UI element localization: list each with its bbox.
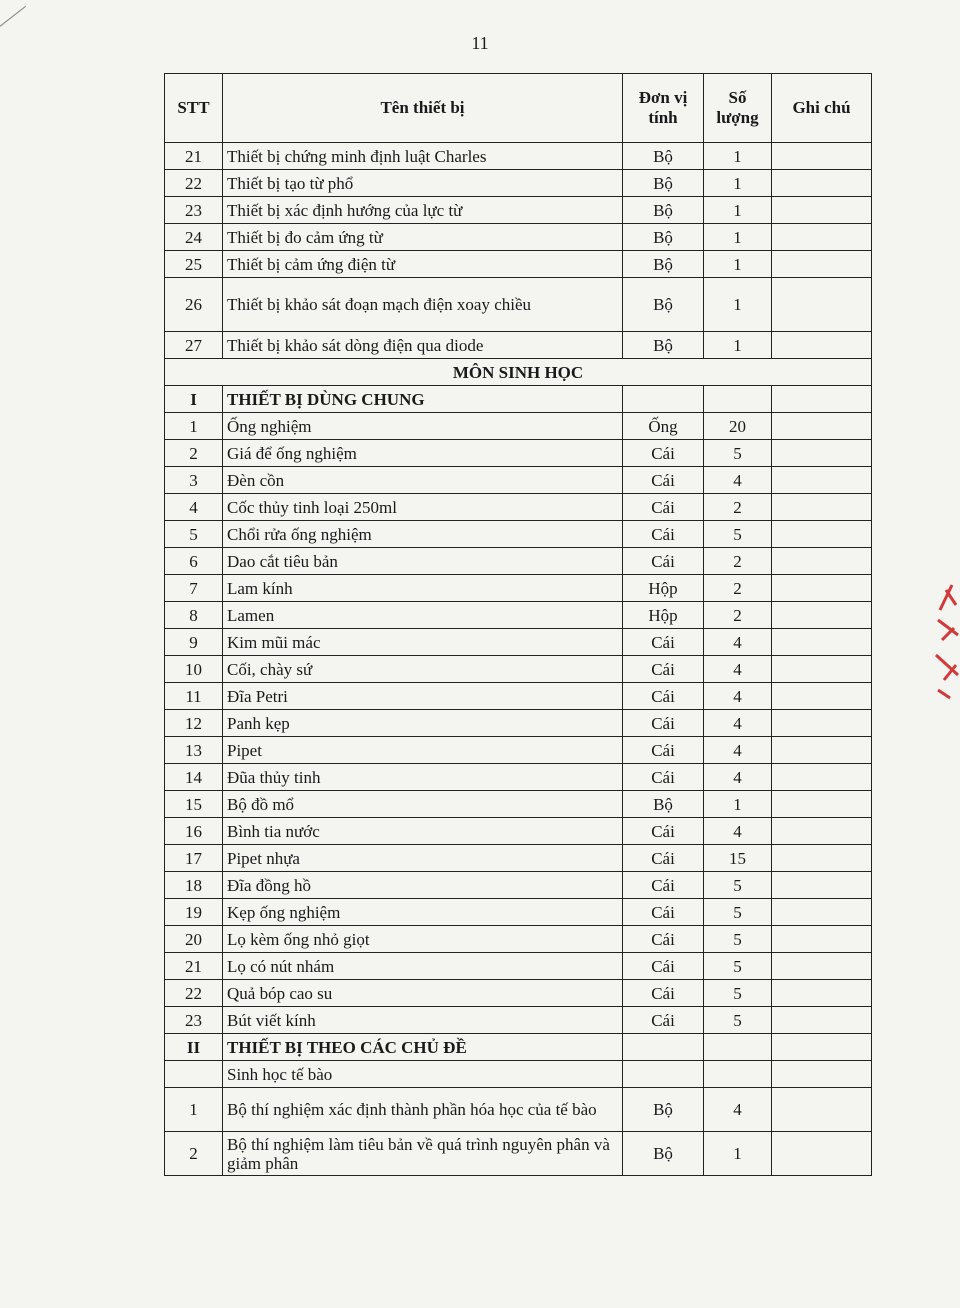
cell-stt: 25	[165, 251, 223, 278]
cell-name: Panh kẹp	[223, 710, 623, 737]
cell-name: Đĩa đồng hồ	[223, 872, 623, 899]
table-row	[165, 926, 872, 953]
cell-qty: 1	[704, 224, 772, 251]
header-unit: Đơn vị tính	[623, 74, 704, 143]
section-number: II	[165, 1034, 223, 1061]
cell-name: Đĩa Petri	[223, 683, 623, 710]
cell-unit: Ống	[623, 413, 704, 440]
table-row	[165, 548, 872, 575]
cell-unit: Cái	[623, 1007, 704, 1034]
header-note: Ghi chú	[772, 74, 872, 143]
cell-qty: 20	[704, 413, 772, 440]
table-row	[165, 467, 872, 494]
table-row	[165, 224, 872, 251]
cell-stt: 8	[165, 602, 223, 629]
table-row	[165, 521, 872, 548]
table-row	[165, 1132, 872, 1176]
cell-stt: 23	[165, 1007, 223, 1034]
cell-unit: Bộ	[623, 170, 704, 197]
table-row	[165, 143, 872, 170]
cell-qty: 1	[704, 332, 772, 359]
cell-unit: Cái	[623, 629, 704, 656]
cell-unit: Cái	[623, 872, 704, 899]
cell-qty: 5	[704, 926, 772, 953]
section-number: I	[165, 386, 223, 413]
cell-note	[772, 278, 872, 332]
table-row	[165, 494, 872, 521]
cell-note	[772, 683, 872, 710]
table-row	[165, 818, 872, 845]
cell-unit: Bộ	[623, 224, 704, 251]
cell-name: Kẹp ống nghiệm	[223, 899, 623, 926]
cell-name: Chổi rửa ống nghiệm	[223, 521, 623, 548]
cell-stt: 22	[165, 980, 223, 1007]
cell-qty: 1	[704, 791, 772, 818]
cell-unit: Cái	[623, 980, 704, 1007]
cell-unit: Cái	[623, 953, 704, 980]
table-row	[165, 953, 872, 980]
cell-unit: Bộ	[623, 143, 704, 170]
cell-note	[772, 629, 872, 656]
table-row	[165, 737, 872, 764]
cell-note	[772, 143, 872, 170]
cell-unit: Bộ	[623, 278, 704, 332]
table-row	[165, 872, 872, 899]
cell-note	[772, 602, 872, 629]
cell-note	[772, 818, 872, 845]
cell-note	[772, 197, 872, 224]
table-row	[165, 683, 872, 710]
cell-unit: Cái	[623, 926, 704, 953]
cell-unit: Bộ	[623, 197, 704, 224]
cell-qty: 4	[704, 467, 772, 494]
cell-unit: Cái	[623, 521, 704, 548]
cell-name: Thiết bị cảm ứng điện từ	[223, 251, 623, 278]
cell-name: Lam kính	[223, 575, 623, 602]
table-row	[165, 899, 872, 926]
cell-qty	[704, 386, 772, 413]
cell-stt: 13	[165, 737, 223, 764]
cell-note	[772, 548, 872, 575]
table-row	[165, 980, 872, 1007]
table-row	[165, 575, 872, 602]
cell-note	[772, 710, 872, 737]
equipment-table	[164, 73, 872, 1176]
cell-qty: 5	[704, 521, 772, 548]
cell-stt: 18	[165, 872, 223, 899]
cell-note	[772, 764, 872, 791]
cell-note	[772, 845, 872, 872]
table-row	[165, 764, 872, 791]
cell-qty	[704, 1061, 772, 1088]
cell-note	[772, 170, 872, 197]
cell-note	[772, 656, 872, 683]
cell-name: Cốc thủy tinh loại 250ml	[223, 494, 623, 521]
cell-name: Thiết bị tạo từ phổ	[223, 170, 623, 197]
cell-qty: 4	[704, 764, 772, 791]
cell-stt: 24	[165, 224, 223, 251]
cell-qty: 5	[704, 440, 772, 467]
cell-stt: 2	[165, 440, 223, 467]
cell-name: Thiết bị xác định hướng của lực từ	[223, 197, 623, 224]
cell-note	[772, 386, 872, 413]
header-name: Tên thiết bị	[223, 74, 623, 143]
cell-stt: 21	[165, 143, 223, 170]
cell-stt: 23	[165, 197, 223, 224]
cell-note	[772, 440, 872, 467]
table-row	[165, 1007, 872, 1034]
cell-qty: 1	[704, 251, 772, 278]
cell-stt: 21	[165, 953, 223, 980]
cell-name: Lọ có nút nhám	[223, 953, 623, 980]
cell-qty: 5	[704, 980, 772, 1007]
cell-name: Bộ thí nghiệm làm tiêu bản về quá trình nguyên phân và giảm phân	[223, 1132, 623, 1176]
cell-name: Thiết bị khảo sát dòng điện qua diode	[223, 332, 623, 359]
topic-row	[165, 1061, 872, 1088]
page-corner-mark	[0, 6, 26, 31]
cell-unit	[623, 1034, 704, 1061]
cell-name: Bút viết kính	[223, 1007, 623, 1034]
table-header-row	[165, 74, 872, 143]
cell-name: Cối, chày sứ	[223, 656, 623, 683]
cell-stt: 6	[165, 548, 223, 575]
section-name: THIẾT BỊ THEO CÁC CHỦ ĐỀ	[223, 1034, 623, 1061]
cell-name: Giá để ống nghiệm	[223, 440, 623, 467]
subject-title-row	[165, 359, 872, 386]
cell-stt: 15	[165, 791, 223, 818]
cell-stt: 17	[165, 845, 223, 872]
cell-unit: Cái	[623, 818, 704, 845]
cell-note	[772, 872, 872, 899]
cell-unit: Cái	[623, 845, 704, 872]
cell-stt: 20	[165, 926, 223, 953]
cell-note	[772, 494, 872, 521]
cell-stt: 1	[165, 413, 223, 440]
cell-stt: 14	[165, 764, 223, 791]
page-number: 11	[471, 33, 489, 53]
cell-stt: 26	[165, 278, 223, 332]
cell-qty: 5	[704, 953, 772, 980]
cell-unit: Cái	[623, 710, 704, 737]
cell-stt: 12	[165, 710, 223, 737]
cell-stt: 2	[165, 1132, 223, 1176]
cell-unit: Cái	[623, 656, 704, 683]
cell-name: Đũa thủy tinh	[223, 764, 623, 791]
cell-qty: 5	[704, 1007, 772, 1034]
cell-qty: 2	[704, 602, 772, 629]
cell-unit: Bộ	[623, 1132, 704, 1176]
table-row	[165, 656, 872, 683]
cell-note	[772, 332, 872, 359]
cell-qty: 1	[704, 170, 772, 197]
cell-note	[772, 953, 872, 980]
cell-stt: 22	[165, 170, 223, 197]
cell-name: Thiết bị chứng minh định luật Charles	[223, 143, 623, 170]
cell-note	[772, 980, 872, 1007]
cell-name: Lamen	[223, 602, 623, 629]
cell-name: Pipet	[223, 737, 623, 764]
cell-note	[772, 926, 872, 953]
cell-name: Bộ thí nghiệm xác định thành phần hóa học của tế bào	[223, 1088, 623, 1132]
table-row	[165, 629, 872, 656]
cell-note	[772, 467, 872, 494]
table-row	[165, 440, 872, 467]
cell-name: Pipet nhựa	[223, 845, 623, 872]
cell-qty: 5	[704, 899, 772, 926]
header-qty: Số lượng	[704, 74, 772, 143]
cell-qty: 4	[704, 818, 772, 845]
cell-qty: 4	[704, 737, 772, 764]
table-row	[165, 791, 872, 818]
table-row	[165, 602, 872, 629]
cell-unit: Cái	[623, 737, 704, 764]
cell-stt: 9	[165, 629, 223, 656]
cell-name: Ống nghiệm	[223, 413, 623, 440]
cell-name: Đèn cồn	[223, 467, 623, 494]
subject-title: MÔN SINH HỌC	[165, 359, 872, 386]
cell-stt: 10	[165, 656, 223, 683]
cell-unit: Cái	[623, 764, 704, 791]
cell-qty: 4	[704, 1088, 772, 1132]
cell-note	[772, 251, 872, 278]
table-row	[165, 197, 872, 224]
cell-unit	[623, 1061, 704, 1088]
cell-note	[772, 1061, 872, 1088]
cell-stt: 5	[165, 521, 223, 548]
cell-unit: Hộp	[623, 602, 704, 629]
table-row	[165, 251, 872, 278]
cell-stt: 19	[165, 899, 223, 926]
cell-note	[772, 1034, 872, 1061]
cell-qty: 4	[704, 683, 772, 710]
cell-note	[772, 791, 872, 818]
cell-unit: Bộ	[623, 1088, 704, 1132]
red-stamp-fragment	[930, 580, 960, 700]
topic-name: Sinh học tế bào	[223, 1061, 623, 1088]
cell-unit: Cái	[623, 440, 704, 467]
cell-qty: 2	[704, 548, 772, 575]
cell-unit: Hộp	[623, 575, 704, 602]
cell-unit: Bộ	[623, 791, 704, 818]
header-stt: STT	[165, 74, 223, 143]
cell-qty	[704, 1034, 772, 1061]
cell-qty: 1	[704, 143, 772, 170]
cell-qty: 1	[704, 1132, 772, 1176]
cell-unit: Cái	[623, 899, 704, 926]
cell-unit: Cái	[623, 467, 704, 494]
cell-unit: Bộ	[623, 332, 704, 359]
cell-unit	[623, 386, 704, 413]
cell-stt: 16	[165, 818, 223, 845]
table-row	[165, 170, 872, 197]
cell-stt: 11	[165, 683, 223, 710]
stamp-strokes	[936, 585, 958, 698]
cell-name: Thiết bị đo cảm ứng từ	[223, 224, 623, 251]
cell-note	[772, 521, 872, 548]
cell-name: Dao cắt tiêu bản	[223, 548, 623, 575]
section-row	[165, 386, 872, 413]
section-row	[165, 1034, 872, 1061]
cell-note	[772, 1007, 872, 1034]
cell-note	[772, 1132, 872, 1176]
cell-name: Kim mũi mác	[223, 629, 623, 656]
table-row	[165, 1088, 872, 1132]
cell-qty: 4	[704, 710, 772, 737]
cell-unit: Cái	[623, 494, 704, 521]
cell-note	[772, 899, 872, 926]
cell-name: Quả bóp cao su	[223, 980, 623, 1007]
cell-qty: 1	[704, 278, 772, 332]
cell-qty: 4	[704, 629, 772, 656]
cell-note	[772, 413, 872, 440]
cell-qty: 4	[704, 656, 772, 683]
cell-name: Bình tia nước	[223, 818, 623, 845]
cell-stt: 27	[165, 332, 223, 359]
cell-note	[772, 575, 872, 602]
cell-stt: 7	[165, 575, 223, 602]
cell-qty: 1	[704, 197, 772, 224]
table-row	[165, 413, 872, 440]
cell-qty: 2	[704, 575, 772, 602]
cell-note	[772, 737, 872, 764]
cell-unit: Cái	[623, 683, 704, 710]
cell-unit: Cái	[623, 548, 704, 575]
table-row	[165, 332, 872, 359]
table-row	[165, 278, 872, 332]
cell-unit: Bộ	[623, 251, 704, 278]
cell-stt	[165, 1061, 223, 1088]
cell-stt: 3	[165, 467, 223, 494]
cell-note	[772, 224, 872, 251]
table-row	[165, 710, 872, 737]
cell-stt: 1	[165, 1088, 223, 1132]
cell-stt: 4	[165, 494, 223, 521]
cell-qty: 5	[704, 872, 772, 899]
cell-name: Bộ đồ mổ	[223, 791, 623, 818]
cell-qty: 15	[704, 845, 772, 872]
cell-name: Lọ kèm ống nhỏ giọt	[223, 926, 623, 953]
cell-note	[772, 1088, 872, 1132]
section-name: THIẾT BỊ DÙNG CHUNG	[223, 386, 623, 413]
cell-name: Thiết bị khảo sát đoạn mạch điện xoay chiều	[223, 278, 623, 332]
table-row	[165, 845, 872, 872]
cell-qty: 2	[704, 494, 772, 521]
